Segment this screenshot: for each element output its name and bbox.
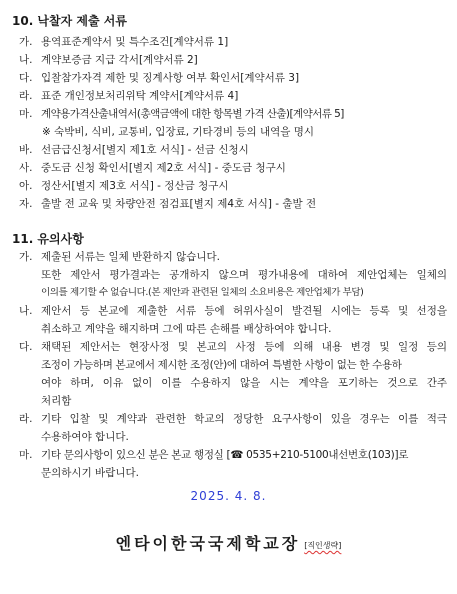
list-item bbox=[19, 341, 447, 354]
item-text: 출발 전 교육 및 차량안전 점검표[별지 제4호 서식] - 출발 전 bbox=[41, 198, 317, 210]
item-marker: 자. bbox=[19, 198, 33, 210]
list-item bbox=[19, 251, 447, 264]
item-text: 계약보증금 지급 각서[계약서류 2] bbox=[41, 54, 198, 66]
section-10-title: 10. 낙찰자 제출 서류 bbox=[12, 14, 127, 28]
item-marker: 라. bbox=[19, 413, 33, 425]
item-marker: 아. bbox=[19, 180, 33, 192]
list-item bbox=[19, 198, 447, 211]
item-continuation: 이의를 제기할 수 없습니다.(본 제안과 관련된 일체의 소요비용은 제안업체가 부담) bbox=[41, 287, 364, 298]
item-marker: 라. bbox=[19, 90, 33, 102]
list-item bbox=[19, 449, 447, 462]
item-marker: 가. bbox=[19, 36, 33, 48]
item-marker: 다. bbox=[19, 72, 33, 84]
item-text: 정산서[별지 제3호 서식] - 정산금 청구시 bbox=[41, 180, 229, 192]
signature-block bbox=[0, 534, 457, 553]
seal-omitted-note: [직인생략] bbox=[304, 541, 342, 551]
item-text: 기타 문의사항이 있으신 분은 본교 행정실 [☎ 0535+210-5100내선번호(103)]로 bbox=[41, 449, 409, 461]
list-item bbox=[19, 180, 447, 193]
item-text: 기타 입찰 및 계약과 관련한 학교의 정당한 요구사항이 있을 경우는 이를 적극 bbox=[41, 413, 447, 425]
item-continuation: 또한 제안서 평가결과는 공개하지 않으며 평가내용에 대하여 제안업체는 일체의 bbox=[41, 269, 447, 281]
item-text: 선금급신청서[별지 제1호 서식] - 선금 신청시 bbox=[41, 144, 249, 156]
item-text: 용역표준계약서 및 특수조건[계약서류 1] bbox=[41, 36, 229, 48]
list-note bbox=[42, 126, 314, 139]
note-text: ※ 숙박비, 식비, 교통비, 입장료, 기타경비 등의 내역을 명시 bbox=[42, 126, 314, 138]
list-item bbox=[19, 108, 447, 121]
item-continuation: 처리함 bbox=[41, 395, 72, 407]
item-marker: 다. bbox=[19, 341, 33, 353]
item-text: 제안서 등 본교에 제출한 서류 등에 허위사실이 발견될 시에는 등록 및 선정을 bbox=[41, 305, 447, 317]
list-item bbox=[19, 305, 447, 318]
item-continuation: 문의하시기 바랍니다. bbox=[41, 467, 139, 479]
list-item bbox=[19, 90, 447, 103]
item-text: 제출된 서류는 일체 반환하지 않습니다. bbox=[41, 251, 220, 263]
item-text: 계약용가격산출내역서(총액금액에 대한 항목별 가격 산출)[계약서류 5] bbox=[41, 108, 344, 120]
item-marker: 나. bbox=[19, 54, 33, 66]
organization-name: 엔타이한국국제학교장 bbox=[115, 534, 301, 553]
item-text: 표준 개인정보처리위탁 계약서[계약서류 4] bbox=[41, 90, 239, 102]
list-item bbox=[19, 36, 447, 49]
item-marker: 사. bbox=[19, 162, 33, 174]
item-continuation: 여야 하며, 이유 없이 이를 수용하지 않을 시는 계약을 포기하는 것으로 간주 bbox=[41, 377, 447, 389]
item-text: 채택된 제안서는 현장사정 및 본교의 사정 등에 의해 내용 변경 및 일정 등의 bbox=[41, 341, 447, 353]
item-marker: 마. bbox=[19, 108, 33, 120]
document-date: 2025. 4. 8. bbox=[190, 489, 267, 503]
item-marker: 마. bbox=[19, 449, 33, 461]
list-item bbox=[19, 144, 447, 157]
item-marker: 바. bbox=[19, 144, 33, 156]
list-item bbox=[19, 413, 447, 426]
list-item bbox=[19, 162, 447, 175]
item-continuation: 취소하고 계약을 해지하며 그에 따른 손해를 배상하여야 합니다. bbox=[41, 323, 332, 335]
list-item bbox=[19, 54, 447, 67]
section-11-title: 11. 유의사항 bbox=[12, 232, 84, 246]
item-marker: 가. bbox=[19, 251, 33, 263]
item-continuation: 수용하여야 합니다. bbox=[41, 431, 129, 443]
item-text: 중도금 신청 확인서[별지 제2호 서식] - 중도금 청구시 bbox=[41, 162, 286, 174]
item-text: 입찰참가자격 제한 및 징계사항 여부 확인서[계약서류 3] bbox=[41, 72, 300, 84]
list-item bbox=[19, 72, 447, 85]
item-continuation: 조정이 가능하며 본교에서 제시한 조정(안)에 대하여 특별한 사항이 없는 한 수용하 bbox=[41, 359, 402, 371]
item-marker: 나. bbox=[19, 305, 33, 317]
